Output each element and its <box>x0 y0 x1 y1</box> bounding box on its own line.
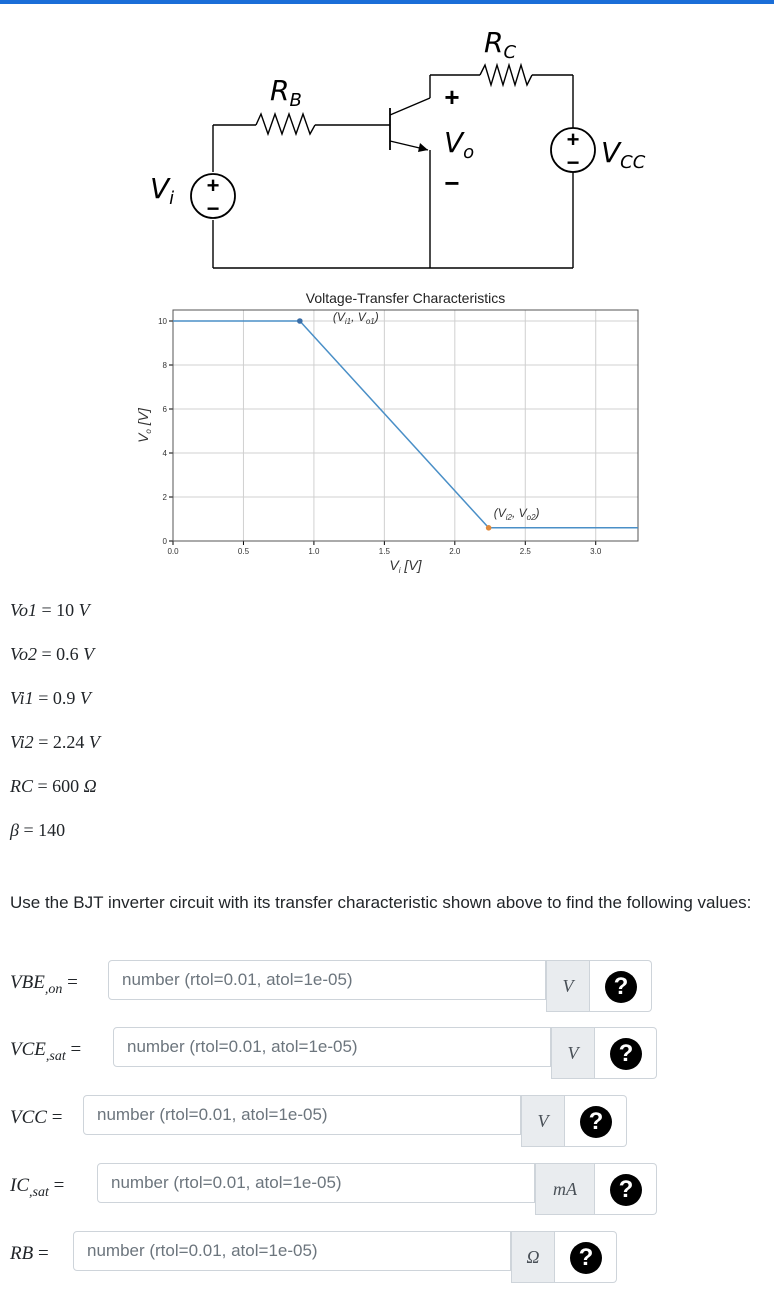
svg-text:+: + <box>566 127 580 152</box>
unit-addon: mA <box>535 1163 595 1215</box>
x-tick-label: 2.5 <box>519 547 531 556</box>
question-circle-icon: ? <box>580 1106 612 1138</box>
question-circle-icon: ? <box>610 1174 642 1206</box>
resistor-icon <box>256 114 315 134</box>
rc-label: $R_C$ <box>484 26 517 63</box>
answer-input-vce[interactable]: number (rtol=0.01, atol=1e-05) <box>113 1027 551 1067</box>
given-value-i2: Vi2 = 2.24 V <box>10 732 100 752</box>
question-label: RB = <box>10 1243 49 1264</box>
y-axis-label: $V_o$ [V] <box>135 408 153 443</box>
question-label: VCC = <box>10 1107 63 1128</box>
y-tick-label: 6 <box>162 405 167 414</box>
svg-text:−: − <box>444 168 460 198</box>
question-row-vcc <box>0 1095 774 1147</box>
answer-input-ic[interactable]: number (rtol=0.01, atol=1e-05) <box>97 1163 535 1203</box>
emitter-arrow-icon <box>418 143 428 152</box>
unit-addon: V <box>521 1095 565 1147</box>
answer-input-vcc[interactable]: number (rtol=0.01, atol=1e-05) <box>83 1095 521 1135</box>
vcc-label: $V_{CC}$ <box>601 136 646 173</box>
question-label: $VBE_{,on}$ = <box>10 972 78 997</box>
data-point <box>297 318 303 324</box>
y-tick-label: 2 <box>162 493 167 502</box>
point-label: ($V_{i2}$, $V_{o2}$) <box>493 505 540 522</box>
y-tick-label: 10 <box>158 317 167 326</box>
answer-input-rb[interactable]: number (rtol=0.01, atol=1e-05) <box>73 1231 511 1271</box>
plot-frame <box>173 310 638 541</box>
unit-addon: V <box>551 1027 595 1079</box>
question-label: $VCE_{,sat}$ = <box>10 1039 82 1064</box>
help-button[interactable] <box>590 960 652 1012</box>
question-circle-icon: ? <box>570 1242 602 1274</box>
question-prompt: Use the BJT inverter circuit with its transfer characteristic shown above to find the following values: <box>10 893 752 912</box>
x-tick-label: 3.0 <box>590 547 602 556</box>
svg-text:−: − <box>206 196 220 221</box>
help-button[interactable] <box>595 1027 657 1079</box>
rb-label: $R_B$ <box>270 74 302 111</box>
given-value-o1: Vo1 = 10 V <box>10 600 90 620</box>
x-tick-label: 1.0 <box>308 547 320 556</box>
help-button[interactable] <box>595 1163 657 1215</box>
given-value-C: RC = 600 Ω <box>10 776 97 796</box>
resistor-icon <box>480 65 532 85</box>
x-tick-label: 0.5 <box>237 547 250 556</box>
point-label: ($V_{i1}$, $V_{o1}$) <box>332 310 379 326</box>
bjt-inverter-circuit <box>0 0 774 280</box>
x-tick-label: 0.0 <box>167 547 179 556</box>
answer-input-vbe[interactable]: number (rtol=0.01, atol=1e-05) <box>108 960 546 1000</box>
given-value-i1: Vi1 = 0.9 V <box>10 688 91 708</box>
chart-title: Voltage-Transfer Characteristics <box>305 290 506 306</box>
bjt-collector <box>390 98 430 115</box>
question-row-ic <box>0 1163 774 1215</box>
question-row-rb <box>0 1231 774 1283</box>
svg-text:+: + <box>206 173 220 198</box>
svg-text:−: − <box>566 150 580 175</box>
question-circle-icon: ? <box>605 971 637 1003</box>
given-value-beta: β = 140 <box>10 820 66 840</box>
question-row-vce <box>0 1027 774 1079</box>
question-label: $IC_{,sat}$ = <box>10 1175 65 1200</box>
question-row-vbe <box>0 960 774 1012</box>
unit-addon: V <box>546 960 590 1012</box>
data-point <box>486 525 492 531</box>
given-value-o2: Vo2 = 0.6 V <box>10 644 95 664</box>
voltage-transfer-chart <box>0 280 774 580</box>
unit-addon: Ω <box>511 1231 555 1283</box>
x-tick-label: 1.5 <box>378 547 390 556</box>
svg-text:+: + <box>444 82 460 112</box>
x-tick-label: 2.0 <box>449 547 461 556</box>
y-tick-label: 4 <box>162 449 167 458</box>
y-tick-label: 8 <box>162 361 167 370</box>
vi-label: $V_i$ <box>150 172 175 209</box>
y-tick-label: 0 <box>162 537 167 546</box>
help-button[interactable] <box>565 1095 627 1147</box>
vo-label: $V_o$ <box>444 126 475 163</box>
question-circle-icon: ? <box>610 1038 642 1070</box>
help-button[interactable] <box>555 1231 617 1283</box>
x-axis-label: $V_i$ [V] <box>389 557 422 575</box>
